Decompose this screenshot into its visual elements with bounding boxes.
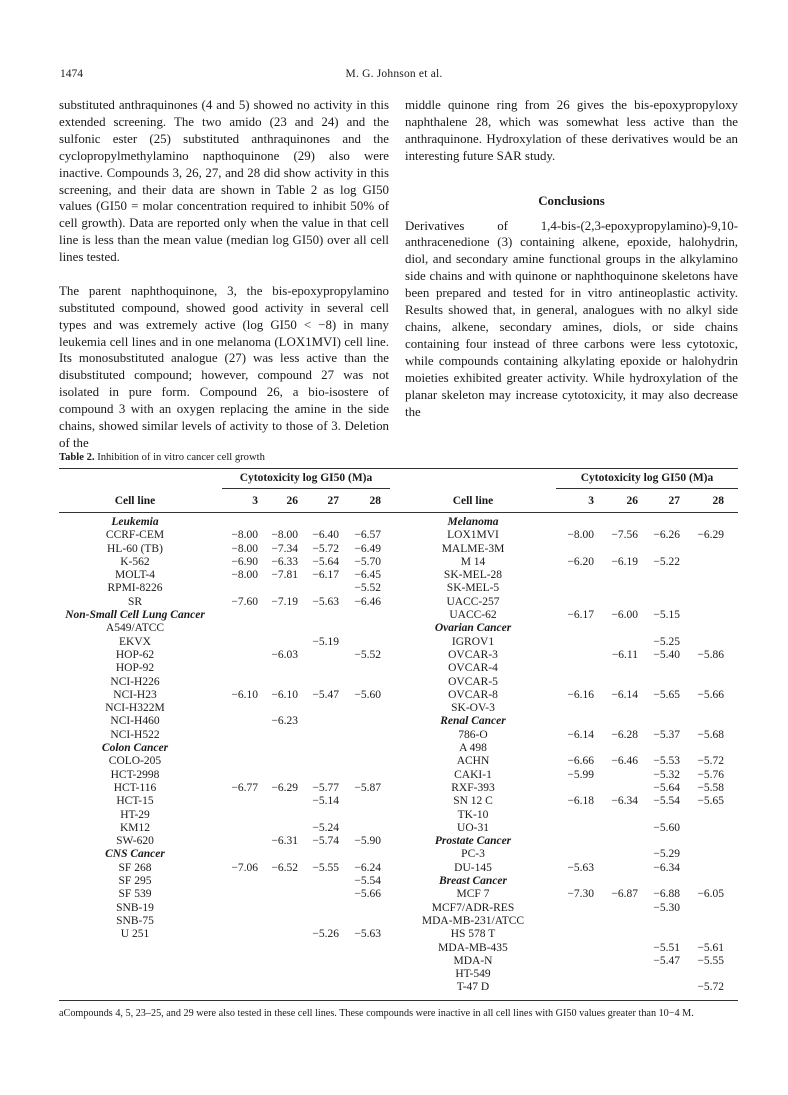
category-label: Non-Small Cell Lung Cancer <box>65 609 205 622</box>
value-28: −5.68 <box>697 728 724 741</box>
table-category-row <box>0 622 788 635</box>
cell-line-name: SF 295 <box>118 875 152 888</box>
value-26: −6.00 <box>611 609 638 622</box>
value-28: −5.55 <box>697 954 724 967</box>
paragraph: middle quinone ring from 26 gives the bis-epoxypropyloxy naphthalene 28, which was somewhat less active than the anthraquinone. Hydroxylation of these derivatives would be an interesting future SAR study. <box>405 98 738 163</box>
value-28: −5.72 <box>697 981 724 994</box>
value-28: −6.45 <box>354 569 381 582</box>
value-26: −6.46 <box>611 755 638 768</box>
value-3: −8.00 <box>231 542 258 555</box>
cell-line-name: A549/ATCC <box>105 622 165 635</box>
value-28: −6.24 <box>354 861 381 874</box>
cell-line-name: HT-29 <box>120 808 150 821</box>
value-28: −6.29 <box>697 529 724 542</box>
value-3: −6.77 <box>231 781 258 794</box>
cell-line-name: MDA-MB-231/ATCC <box>421 914 525 927</box>
value-26: −6.23 <box>271 715 298 728</box>
table-row <box>0 942 788 955</box>
value-28: −5.66 <box>697 688 724 701</box>
cell-line-name: MALME-3M <box>441 542 505 555</box>
table-row <box>0 543 788 556</box>
cell-line-name: HT-549 <box>455 968 491 981</box>
table-row <box>0 689 788 702</box>
value-3: −6.10 <box>231 688 258 701</box>
col-header-27: 27 <box>327 495 339 507</box>
value-26: −6.52 <box>271 861 298 874</box>
table-row <box>0 848 788 861</box>
value-3: −6.20 <box>567 555 594 568</box>
cell-line-name: UO-31 <box>457 821 489 834</box>
cell-line-name: MDA-N <box>453 954 493 967</box>
value-26: −6.33 <box>271 555 298 568</box>
cell-line-name: HS 578 T <box>450 928 496 941</box>
cell-line-name: CAKI-1 <box>454 768 492 781</box>
value-27: −5.55 <box>312 861 339 874</box>
cell-line-name: U 251 <box>120 928 150 941</box>
value-27: −5.22 <box>653 555 680 568</box>
value-28: −5.52 <box>354 582 381 595</box>
value-27: −6.40 <box>312 529 339 542</box>
table-row <box>0 795 788 808</box>
table-row <box>0 862 788 875</box>
cell-line-name: SF 539 <box>118 888 152 901</box>
value-26: −6.14 <box>611 688 638 701</box>
value-28: −5.58 <box>697 781 724 794</box>
cell-line-name: MCF7/ADR-RES <box>431 901 515 914</box>
value-3: −6.17 <box>567 609 594 622</box>
table-row <box>0 769 788 782</box>
table-row <box>0 676 788 689</box>
value-27: −5.37 <box>653 728 680 741</box>
value-27: −6.34 <box>653 861 680 874</box>
cell-line-name: MOLT-4 <box>114 569 156 582</box>
table-category-row <box>0 835 788 848</box>
group-header-right: Cytotoxicity log GI50 (M)a <box>580 472 714 484</box>
cell-line-name: NCI-H460 <box>110 715 160 728</box>
table-row <box>0 556 788 569</box>
value-3: −8.00 <box>231 529 258 542</box>
value-27: −6.26 <box>653 529 680 542</box>
value-27: −5.14 <box>312 795 339 808</box>
col-header-27: 27 <box>668 495 680 507</box>
cell-line-name: MDA-MB-435 <box>438 941 508 954</box>
cell-line-name: HL-60 (TB) <box>107 542 163 555</box>
cell-line-name: KM12 <box>119 821 151 834</box>
value-26: −6.28 <box>611 728 638 741</box>
table-row <box>0 729 788 742</box>
value-3: −7.30 <box>567 888 594 901</box>
table-row <box>0 981 788 994</box>
paragraph: Derivatives of 1,4-bis-(2,3-epoxypropylamino)-9,10-anthracenedione (3) containing alkene, epoxide, halohydrin, diol, and secondary amine functional groups in the alkylamino side chains and with quinone or naphthoquinone skeletons have been prepared and tested for in vitro antineoplastic activity. Results showed that, in general, analogues with no alkyl side chains, alkene, secondary amines, diols, or side chains containing four instead of three carbons were less cytotoxic, while compounds containing alkylating epoxide or halohydrin moieties exhibited greater activity. While hydroxylation of the planar skeleton may increase cytotoxicity, it may also decrease the <box>405 218 738 419</box>
table-row <box>0 636 788 649</box>
table-category-row <box>0 516 788 529</box>
category-label: Colon Cancer <box>101 742 169 755</box>
category-label: Breast Cancer <box>438 875 508 888</box>
table-row <box>0 822 788 835</box>
cell-line-name: NCI-H226 <box>110 675 160 688</box>
cell-line-name: IGROV1 <box>451 635 495 648</box>
table-caption-label: Table 2. <box>59 452 95 463</box>
value-28: −5.63 <box>354 928 381 941</box>
value-27: −5.54 <box>653 795 680 808</box>
table-row <box>0 915 788 928</box>
group-header-left: Cytotoxicity log GI50 (M)a <box>239 472 373 484</box>
cell-line-name: COLO-205 <box>108 755 162 768</box>
table-row <box>0 968 788 981</box>
table-footnote: aCompounds 4, 5, 23–25, and 29 were also tested in these cell lines. These compounds were inactive in all cell lines with GI50 values greater than 10−4 M. <box>59 1008 694 1019</box>
cell-line-name: OVCAR-3 <box>448 648 498 661</box>
cell-line-name: NCI-H322M <box>105 702 165 715</box>
cell-line-name: MCF 7 <box>456 888 490 901</box>
page-number: 1474 <box>60 68 83 80</box>
cell-line-name: NCI-H522 <box>110 728 160 741</box>
cell-line-name: TK-10 <box>457 808 489 821</box>
value-28: −5.66 <box>354 888 381 901</box>
cell-line-name: EKVX <box>119 635 151 648</box>
category-label: Renal Cancer <box>440 715 506 728</box>
col-header-3: 3 <box>252 495 258 507</box>
value-28: −6.57 <box>354 529 381 542</box>
category-label: Ovarian Cancer <box>434 622 512 635</box>
value-28: −5.70 <box>354 555 381 568</box>
cell-line-name: SNB-19 <box>116 901 154 914</box>
value-27: −5.47 <box>312 688 339 701</box>
value-27: −5.29 <box>653 848 680 861</box>
value-3: −5.99 <box>567 768 594 781</box>
cell-line-name: HCT-2998 <box>110 768 160 781</box>
value-27: −5.53 <box>653 755 680 768</box>
value-27: −5.63 <box>312 595 339 608</box>
value-27: −5.19 <box>312 635 339 648</box>
table-header-rule <box>59 512 738 513</box>
right-text-column <box>405 97 738 420</box>
col-header-26: 26 <box>286 495 298 507</box>
cell-line-name: 786-O <box>458 728 488 741</box>
value-3: −8.00 <box>231 569 258 582</box>
running-header-authors: M. G. Johnson et al. <box>345 68 443 80</box>
table-right-half <box>0 516 788 995</box>
table-row <box>0 809 788 822</box>
value-28: −6.46 <box>354 595 381 608</box>
table-row <box>0 928 788 941</box>
value-27: −5.77 <box>312 781 339 794</box>
value-3: −7.60 <box>231 595 258 608</box>
cell-line-name: LOX1MVI <box>447 529 499 542</box>
table-row <box>0 662 788 675</box>
table-row <box>0 782 788 795</box>
cell-line-name: OVCAR-8 <box>448 688 498 701</box>
table-row <box>0 649 788 662</box>
value-26: −6.29 <box>271 781 298 794</box>
value-27: −5.15 <box>653 609 680 622</box>
value-3: −8.00 <box>567 529 594 542</box>
value-26: −8.00 <box>271 529 298 542</box>
cell-line-name: ACHN <box>456 755 490 768</box>
value-27: −5.40 <box>653 648 680 661</box>
table-category-row <box>0 715 788 728</box>
cell-line-name: UACC-257 <box>446 595 500 608</box>
table-row <box>0 955 788 968</box>
value-26: −6.34 <box>611 795 638 808</box>
paragraph: The parent naphthoquinone, 3, the bis-epoxypropylamino substituted compound, showed good activity in several cell types and was extremely active (log GI50 < −8) in many leukemia cell lines and in one melanoma (LOX1MVI) cell line. Its monosubstituted analogue (27) was less active than the disubstituted compound; however, compound 27 was not isolated in pure form. Compound 26, a bio-isostere of compound 3 with an oxygen replacing the amine in the side chains, showed similar levels of activity to those of 3. Deletion of the <box>59 283 389 451</box>
cell-line-name: RPMI-8226 <box>107 582 163 595</box>
category-label: Melanoma <box>447 516 499 528</box>
value-3: −6.90 <box>231 555 258 568</box>
table-row <box>0 902 788 915</box>
cell-line-name: T-47 D <box>456 981 490 994</box>
cell-line-name: NCI-H23 <box>113 688 157 701</box>
table-row <box>0 742 788 755</box>
value-27: −5.25 <box>653 635 680 648</box>
value-26: −6.87 <box>611 888 638 901</box>
cell-line-name: SF 268 <box>118 861 152 874</box>
cell-line-name: HOP-92 <box>115 662 155 675</box>
value-26: −7.19 <box>271 595 298 608</box>
value-3: −6.66 <box>567 755 594 768</box>
table-caption-text: Inhibition of in vitro cancer cell growth <box>97 452 265 463</box>
cell-line-name: CCRF-CEM <box>105 529 165 542</box>
value-28: −5.54 <box>354 875 381 888</box>
col-header-28: 28 <box>712 495 724 507</box>
table-row <box>0 569 788 582</box>
category-label: Prostate Cancer <box>434 835 512 848</box>
value-28: −5.90 <box>354 835 381 848</box>
table-row <box>0 888 788 901</box>
col-header-cell-line: Cell line <box>114 495 156 507</box>
value-26: −7.56 <box>611 529 638 542</box>
cell-line-name: SK-MEL-28 <box>443 569 503 582</box>
value-28: −5.60 <box>354 688 381 701</box>
value-3: −5.63 <box>567 861 594 874</box>
value-27: −6.17 <box>312 569 339 582</box>
value-3: −6.14 <box>567 728 594 741</box>
left-text-column <box>59 97 389 452</box>
value-27: −5.47 <box>653 954 680 967</box>
cell-line-name: SK-MEL-5 <box>446 582 500 595</box>
value-26: −6.03 <box>271 648 298 661</box>
col-header-26: 26 <box>626 495 638 507</box>
value-28: −6.49 <box>354 542 381 555</box>
cell-line-name: DU-145 <box>454 861 492 874</box>
category-label: CNS Cancer <box>105 848 165 861</box>
cell-line-name: HCT-15 <box>116 795 154 808</box>
cell-line-name: PC-3 <box>461 848 485 861</box>
value-27: −5.60 <box>653 821 680 834</box>
table-row <box>0 582 788 595</box>
value-26: −6.31 <box>271 835 298 848</box>
value-27: −5.74 <box>312 835 339 848</box>
value-28: −5.72 <box>697 755 724 768</box>
value-27: −5.64 <box>653 781 680 794</box>
cell-line-name: SN 12 C <box>453 795 493 808</box>
value-3: −6.18 <box>567 795 594 808</box>
cell-line-name: K-562 <box>120 555 150 568</box>
col-header-3: 3 <box>588 495 594 507</box>
value-28: −5.52 <box>354 648 381 661</box>
value-3: −6.16 <box>567 688 594 701</box>
table-row <box>0 755 788 768</box>
cell-line-name: SNB-75 <box>116 914 154 927</box>
value-27: −5.32 <box>653 768 680 781</box>
col-header-cell-line: Cell line <box>452 495 494 507</box>
col-header-28: 28 <box>369 495 381 507</box>
table-row <box>0 529 788 542</box>
paragraph: substituted anthraquinones (4 and 5) showed no activity in this extended screening. The two amido (23 and 24) and the sulfonic ester (25) substituted anthraquinones and the cyclopropylmethylamino napthoquinone (29) also were inactive. Compounds 3, 26, 27, and 28 did show activity in this screening, and their data are shown in Table 2 as log GI50 values (GI50 = molar concentration required to inhibit 50% of cell growth). Data are reported only when the value in that cell line is less than the mean value (median log GI50) over all cell lines tested. <box>59 98 389 265</box>
value-27: −6.88 <box>653 888 680 901</box>
table-category-row <box>0 875 788 888</box>
table-row <box>0 609 788 622</box>
cell-line-name: A 498 <box>459 742 487 755</box>
group-header-rule-right <box>556 488 738 489</box>
cell-line-name: HCT-116 <box>113 781 157 794</box>
value-28: −5.61 <box>697 941 724 954</box>
cell-line-name: OVCAR-4 <box>448 662 498 675</box>
value-27: −5.24 <box>312 821 339 834</box>
value-27: −5.65 <box>653 688 680 701</box>
cell-line-name: OVCAR-5 <box>448 675 498 688</box>
value-27: −5.64 <box>312 555 339 568</box>
cell-line-name: RXF-393 <box>451 781 495 794</box>
table-bottom-rule <box>59 1000 738 1001</box>
table-caption <box>59 452 265 463</box>
value-27: −5.72 <box>312 542 339 555</box>
cell-line-name: UACC-62 <box>449 609 497 622</box>
table-top-rule <box>59 468 738 469</box>
value-28: −5.65 <box>697 795 724 808</box>
value-28: −5.87 <box>354 781 381 794</box>
value-28: −5.76 <box>697 768 724 781</box>
cell-line-name: HOP-62 <box>115 648 155 661</box>
table-row <box>0 702 788 715</box>
category-label: Leukemia <box>111 516 159 528</box>
value-26: −6.11 <box>611 648 638 661</box>
value-3: −7.06 <box>231 861 258 874</box>
value-27: −5.51 <box>653 941 680 954</box>
value-27: −5.26 <box>312 928 339 941</box>
cell-line-name: M 14 <box>460 555 486 568</box>
conclusions-heading: Conclusions <box>538 193 605 208</box>
value-26: −6.19 <box>611 555 638 568</box>
group-header-rule-left <box>222 488 390 489</box>
table-row <box>0 596 788 609</box>
value-26: −6.10 <box>271 688 298 701</box>
value-28: −5.86 <box>697 648 724 661</box>
cell-line-name: SK-OV-3 <box>451 702 495 715</box>
value-26: −7.81 <box>271 569 298 582</box>
cell-line-name: SW-620 <box>116 835 154 848</box>
cell-line-name: SR <box>127 595 143 608</box>
value-28: −6.05 <box>697 888 724 901</box>
value-27: −5.30 <box>653 901 680 914</box>
value-26: −7.34 <box>271 542 298 555</box>
